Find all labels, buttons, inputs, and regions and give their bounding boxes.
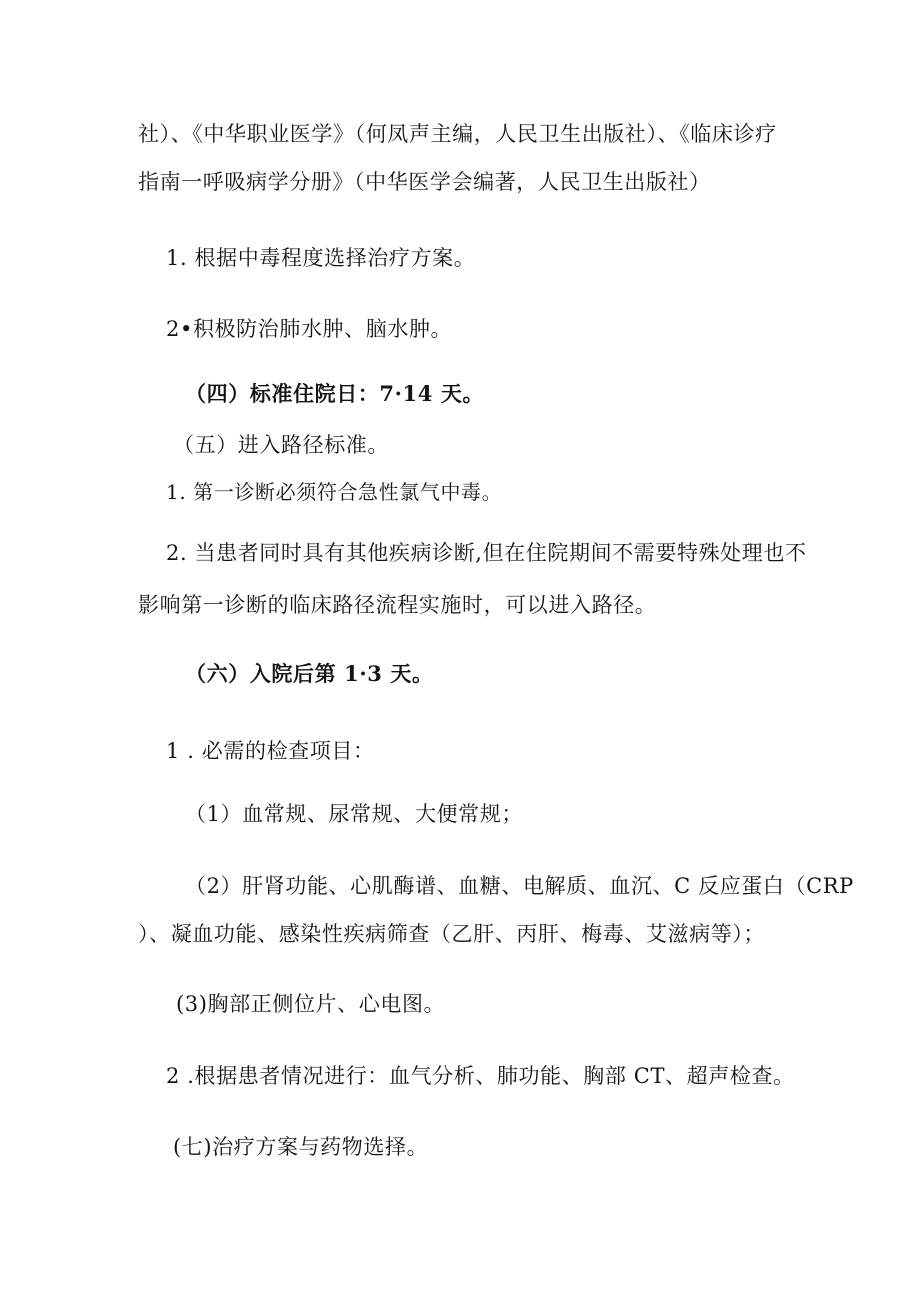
section-heading-4: （四）标准住院日：7·14 天。 bbox=[185, 381, 485, 406]
section-heading-6: （六）入院后第 1·3 天。 bbox=[185, 661, 434, 686]
exam-subitem-2-line-1: （2）肝肾功能、心肌酶谱、血糖、电解质、血沉、C 反应蛋白（CRP bbox=[185, 874, 854, 898]
treatment-item-2: 2•积极防治肺水肿、脑水肿。 bbox=[166, 317, 453, 341]
reference-line-1: 社）、《中华职业医学》（何凤声主编，人民卫生出版社）、《临床诊疗 bbox=[138, 122, 777, 146]
section-heading-7: (七)治疗方案与药物选择。 bbox=[173, 1135, 429, 1159]
entry-criteria-item-2-line-1: 2. 当患者同时具有其他疾病诊断,但在住院期间不需要特殊处理也不 bbox=[166, 541, 807, 565]
treatment-item-1: 1. 根据中毒程度选择治疗方案。 bbox=[166, 246, 476, 270]
reference-line-2: 指南一呼吸病学分册》（中华医学会编著，人民卫生出版社） bbox=[138, 170, 711, 194]
exam-subitem-3: (3)胸部正侧位片、心电图。 bbox=[176, 992, 446, 1016]
section-heading-5: （五）进入路径标准。 bbox=[173, 433, 389, 457]
exam-item-2: 2 .根据患者情况进行：血气分析、肺功能、胸部 CT、超声检查。 bbox=[166, 1064, 795, 1088]
entry-criteria-item-2-line-2: 影响第一诊断的临床路径流程实施时，可以进入路径。 bbox=[138, 593, 657, 617]
exam-item-1: 1 . 必需的检查项目： bbox=[166, 739, 375, 763]
exam-subitem-1: （1）血常规、尿常规、大便常规； bbox=[185, 802, 523, 826]
entry-criteria-item-1: 1. 第一诊断必须符合急性氯气中毒。 bbox=[166, 480, 503, 504]
exam-subitem-2-line-2: ）、凝血功能、感染性疾病筛查（乙肝、丙肝、梅毒、艾滋病等）； bbox=[138, 922, 765, 946]
